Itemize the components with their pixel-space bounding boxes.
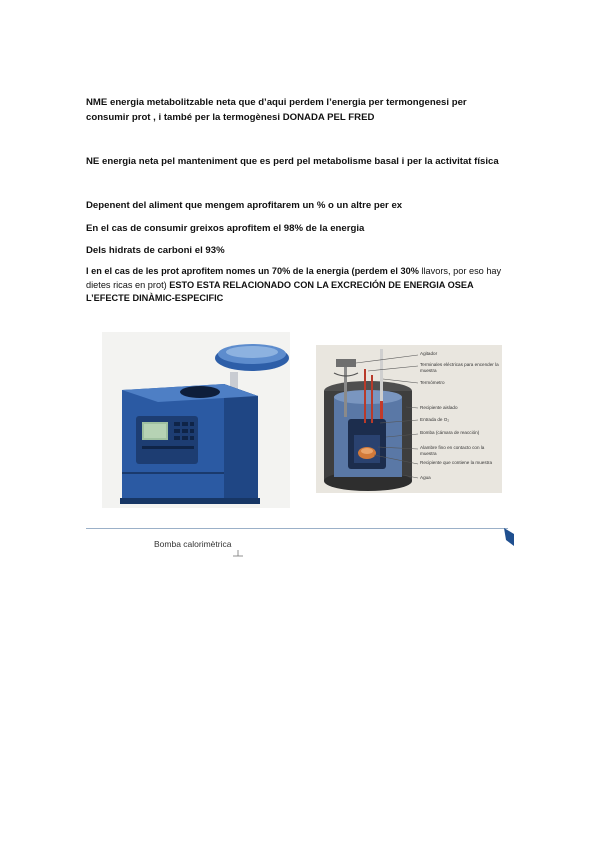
paragraph-nme: NME energia metabolitzable neta que d’aqui perdem l’energia per termongenesi per consumir prot , i també per la termogènesi DONADA PEL FRED	[86, 97, 467, 123]
caption-rule	[86, 528, 508, 529]
diagram-label-agitador: Agitador	[420, 351, 438, 356]
paragraph-ne: NE energia neta pel manteniment que es perd pel metabolisme basal i per la activitat física	[86, 156, 499, 167]
diagram-label-alambre: Alambre fino en contacto con la muestra	[420, 445, 485, 456]
paragraph-prot	[86, 265, 516, 306]
diagram-label-agua: Agua	[420, 475, 431, 480]
figure-caption: Bomba calorimètrica	[154, 539, 232, 549]
diagram-label-recipiente-aislado: Recipiente aislado	[420, 405, 458, 410]
bomb-calorimeter-diagram	[316, 345, 502, 493]
anchor-mark-icon	[232, 550, 244, 558]
diagram-label-entrada-o2: Entrada de O₂	[420, 417, 450, 422]
paragraph-depenent: Depenent del aliment que mengem aprofitarem un % o un altre per ex	[86, 200, 403, 211]
prot-pct-30: 30%	[400, 266, 419, 276]
diagram-label-terminales: Terminales eléctricas para encender la muestra	[420, 362, 499, 373]
paragraph-greixos: En el cas de consumir greixos aprofitem el 98% de la energia	[86, 223, 365, 234]
diagram-label-bomba: Bomba (cámara de reacción)	[420, 430, 480, 435]
corner-tab-icon	[504, 528, 514, 546]
prot-text-2: de la energia (perdem el	[290, 266, 401, 276]
prot-pct-70: 70%	[271, 266, 291, 276]
calorimeter-device-image	[102, 332, 290, 508]
diagram-label-recipiente-muestra: Recipiente que contiene la muestra	[420, 460, 493, 465]
prot-caps: ESTO ESTA RELACIONADO CON LA EXCRECIÓN DE ENERGIA OSEA L’EFECTE DINÀMIC-ESPECIFIC	[86, 279, 474, 303]
prot-text-3: llavors, por eso hay dietes ricas en prot)	[86, 266, 502, 290]
diagram-label-termometro: Termómetro	[420, 380, 445, 385]
prot-text-1: I en el cas de les prot aprofitem nomes un	[86, 266, 272, 276]
paragraph-hidrats: Dels hidrats de carboni el 93%	[86, 245, 225, 256]
